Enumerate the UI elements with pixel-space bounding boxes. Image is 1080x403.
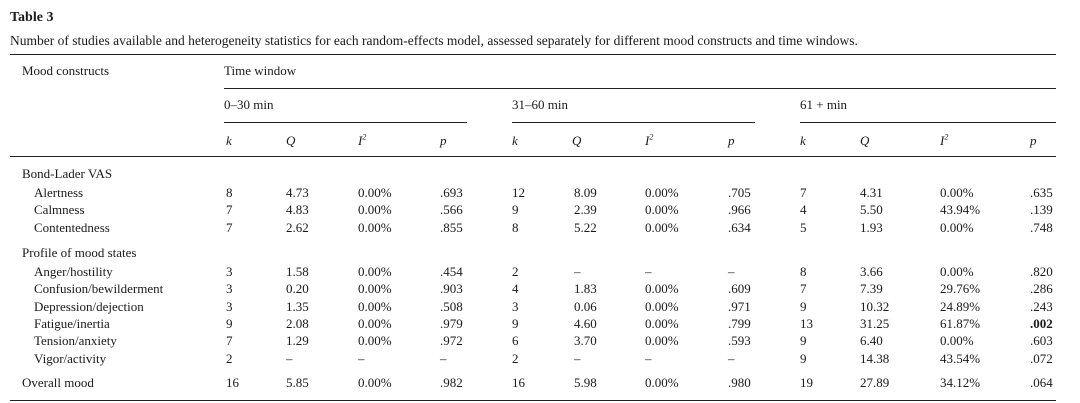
table-cell: .980 bbox=[728, 375, 751, 390]
table-cell: .705 bbox=[728, 185, 751, 200]
table-cell: .972 bbox=[440, 333, 463, 349]
table-cell: 5.85 bbox=[286, 375, 309, 390]
table-cell: 9 bbox=[512, 315, 519, 331]
window-rule-2-c bbox=[800, 122, 1056, 123]
table-cell: – bbox=[574, 350, 581, 366]
table-cell: 3 bbox=[512, 298, 519, 314]
table-cell: .820 bbox=[1030, 264, 1053, 279]
table-cell: .002 bbox=[1030, 315, 1053, 331]
table-cell: 0.00% bbox=[645, 202, 679, 218]
stat-header-p-2: p bbox=[728, 133, 735, 148]
table-cell: 7 bbox=[800, 281, 807, 297]
table-cell: 43.94% bbox=[940, 202, 981, 218]
table-cell: 3 bbox=[226, 264, 233, 279]
window-rule-2-a bbox=[224, 122, 467, 123]
table-cell: 2 bbox=[512, 264, 519, 279]
table-cell: 0.00% bbox=[645, 281, 679, 297]
table-cell: .603 bbox=[1030, 333, 1053, 349]
table-cell: 9 bbox=[226, 315, 233, 331]
stat-header-k-3: k bbox=[800, 133, 806, 148]
table-cell: 13 bbox=[800, 315, 813, 331]
table-cell: 10.32 bbox=[860, 298, 890, 314]
header-window-0-30: 0–30 min bbox=[224, 97, 274, 112]
table-cell: 16 bbox=[512, 375, 525, 390]
table-cell: 7 bbox=[226, 202, 233, 218]
table-cell: 7 bbox=[226, 219, 233, 235]
table-cell: 0.00% bbox=[358, 333, 392, 349]
table-cell: 0.00% bbox=[358, 185, 392, 200]
table-cell: .072 bbox=[1030, 350, 1053, 366]
table-cell: 5.50 bbox=[860, 202, 883, 218]
table-cell: 8 bbox=[800, 264, 807, 279]
table-cell: – bbox=[440, 350, 447, 366]
table-cell: 9 bbox=[800, 298, 807, 314]
row-label: Contentedness bbox=[34, 219, 110, 235]
table-cell: – bbox=[728, 350, 735, 366]
table-cell: 0.00% bbox=[358, 264, 392, 279]
table-cell: 1.29 bbox=[286, 333, 309, 349]
row-label: Fatigue/inertia bbox=[34, 315, 110, 331]
table-cell: .634 bbox=[728, 219, 751, 235]
row-label: Vigor/activity bbox=[34, 350, 107, 366]
row-label: Anger/hostility bbox=[34, 264, 113, 279]
table-cell: 1.35 bbox=[286, 298, 309, 314]
table-cell: 9 bbox=[512, 202, 519, 218]
row-label: Calmness bbox=[34, 202, 85, 218]
table-cell: 0.00% bbox=[940, 219, 974, 235]
stat-header-i-2: $I^2$ bbox=[645, 132, 654, 148]
table-cell: 9 bbox=[800, 333, 807, 349]
table-cell: .064 bbox=[1030, 375, 1053, 390]
stat-header-i-3: $I^2$ bbox=[940, 132, 949, 148]
table-cell: 0.20 bbox=[286, 281, 309, 297]
table-cell: .748 bbox=[1030, 219, 1053, 235]
table-cell: 8.09 bbox=[574, 185, 597, 200]
table-cell: 0.00% bbox=[358, 281, 392, 297]
top-rule bbox=[10, 54, 1056, 55]
stat-header-k-2: k bbox=[512, 133, 518, 148]
table-cell: 5.98 bbox=[574, 375, 597, 390]
window-rule-1 bbox=[224, 88, 1056, 89]
table-cell: 0.00% bbox=[358, 219, 392, 235]
table-cell: .693 bbox=[440, 185, 463, 200]
stat-header-q-2: Q bbox=[572, 133, 582, 148]
table-cell: .139 bbox=[1030, 202, 1053, 218]
table-cell: 0.00% bbox=[645, 333, 679, 349]
table-cell: 27.89 bbox=[860, 375, 890, 390]
window-rule-2-b bbox=[512, 122, 755, 123]
table-cell: 1.83 bbox=[574, 281, 597, 297]
table-cell: 24.89% bbox=[940, 298, 981, 314]
table-cell: 7 bbox=[226, 333, 233, 349]
table-cell: .243 bbox=[1030, 298, 1053, 314]
table-cell: 19 bbox=[800, 375, 813, 390]
table-cell: 2 bbox=[512, 350, 519, 366]
table-cell: 14.38 bbox=[860, 350, 890, 366]
table-cell: .855 bbox=[440, 219, 463, 235]
group-heading: Profile of mood states bbox=[22, 245, 137, 260]
table-cell: 3 bbox=[226, 281, 233, 297]
table-cell: .609 bbox=[728, 281, 751, 297]
table-cell: – bbox=[574, 264, 581, 279]
table-cell: 34.12% bbox=[940, 375, 981, 390]
table-cell: 0.00% bbox=[358, 375, 392, 390]
table-cell: 4.31 bbox=[860, 185, 883, 200]
table-cell: 3.66 bbox=[860, 264, 883, 279]
table-cell: – bbox=[728, 264, 735, 279]
table-cell: 0.00% bbox=[645, 375, 679, 390]
table-cell: .799 bbox=[728, 315, 751, 331]
table-cell: 9 bbox=[800, 350, 807, 366]
group-heading: Bond-Lader VAS bbox=[22, 166, 113, 181]
table-cell: – bbox=[358, 350, 365, 366]
table-cell: .635 bbox=[1030, 185, 1053, 200]
table-cell: 2.08 bbox=[286, 315, 309, 331]
table-cell: 0.00% bbox=[645, 315, 679, 331]
table-cell: 2.39 bbox=[574, 202, 597, 218]
table-cell: – bbox=[286, 350, 293, 366]
table-cell: 6.40 bbox=[860, 333, 883, 349]
stat-header-p-3: p bbox=[1030, 133, 1037, 148]
table-cell: .971 bbox=[728, 298, 751, 314]
table-cell: 0.00% bbox=[940, 264, 974, 279]
table-cell: 0.00% bbox=[940, 333, 974, 349]
table-cell: .454 bbox=[440, 264, 463, 279]
table-cell: .508 bbox=[440, 298, 463, 314]
table-caption-label: Table 3 bbox=[10, 10, 54, 25]
stat-header-p-1: p bbox=[440, 133, 447, 148]
header-rule bbox=[10, 156, 1056, 157]
stat-header-k-1: k bbox=[226, 133, 232, 148]
table-cell: 0.00% bbox=[645, 298, 679, 314]
row-label: Tension/anxiety bbox=[34, 333, 117, 349]
row-label: Confusion/bewilderment bbox=[34, 281, 164, 297]
table-cell: 4 bbox=[800, 202, 807, 218]
stat-header-q-1: Q bbox=[286, 133, 296, 148]
table-cell: 4.60 bbox=[574, 315, 597, 331]
table-cell: .566 bbox=[440, 202, 463, 218]
header-window-61: 61 + min bbox=[800, 97, 848, 112]
table-cell: 5.22 bbox=[574, 219, 597, 235]
table-cell: .903 bbox=[440, 281, 463, 297]
table-cell: 12 bbox=[512, 185, 525, 200]
table-cell: 1.93 bbox=[860, 219, 883, 235]
table-cell: 8 bbox=[226, 185, 233, 200]
table-cell: – bbox=[645, 350, 652, 366]
table-cell: .966 bbox=[728, 202, 751, 218]
stat-header-q-3: Q bbox=[860, 133, 870, 148]
table-cell: 4.73 bbox=[286, 185, 309, 200]
table-cell: 3.70 bbox=[574, 333, 597, 349]
table-cell: – bbox=[645, 264, 652, 279]
table-cell: .979 bbox=[440, 315, 463, 331]
header-mood-constructs: Mood constructs bbox=[22, 63, 110, 78]
table-cell: 0.00% bbox=[645, 219, 679, 235]
table-cell: .286 bbox=[1030, 281, 1053, 297]
header-time-window: Time window bbox=[224, 63, 297, 78]
table-cell: 2.62 bbox=[286, 219, 309, 235]
table-cell: 4 bbox=[512, 281, 519, 297]
table-cell: 7.39 bbox=[860, 281, 883, 297]
table-cell: .593 bbox=[728, 333, 751, 349]
overall-label: Overall mood bbox=[22, 375, 94, 390]
stat-header-i-1: $I^2$ bbox=[358, 132, 367, 148]
table-cell: 0.00% bbox=[358, 202, 392, 218]
table-cell: 5 bbox=[800, 219, 807, 235]
table-cell: 2 bbox=[226, 350, 233, 366]
table-cell: 61.87% bbox=[940, 315, 981, 331]
bottom-rule bbox=[10, 400, 1056, 401]
table-cell: 0.00% bbox=[645, 185, 679, 200]
table-cell: .982 bbox=[440, 375, 463, 390]
table-cell: 0.00% bbox=[358, 315, 392, 331]
table-cell: 0.00% bbox=[358, 298, 392, 314]
table-cell: 29.76% bbox=[940, 281, 981, 297]
table-cell: 31.25 bbox=[860, 315, 890, 331]
table-cell: 8 bbox=[512, 219, 519, 235]
table-cell: 16 bbox=[226, 375, 239, 390]
table-cell: 0.00% bbox=[940, 185, 974, 200]
table-caption-text: Number of studies available and heterogeneity statistics for each random-effects model, assessed separately for different mood constructs and time windows. bbox=[10, 33, 858, 48]
header-window-31-60: 31–60 min bbox=[512, 97, 568, 112]
table-cell: 1.58 bbox=[286, 264, 309, 279]
table-cell: 4.83 bbox=[286, 202, 309, 218]
table-cell: 43.54% bbox=[940, 350, 981, 366]
row-label: Alertness bbox=[34, 185, 84, 200]
table-cell: 7 bbox=[800, 185, 807, 200]
table-cell: 3 bbox=[226, 298, 233, 314]
table-cell: 6 bbox=[512, 333, 519, 349]
table-cell: 0.06 bbox=[574, 298, 597, 314]
row-label: Depression/dejection bbox=[34, 298, 144, 314]
